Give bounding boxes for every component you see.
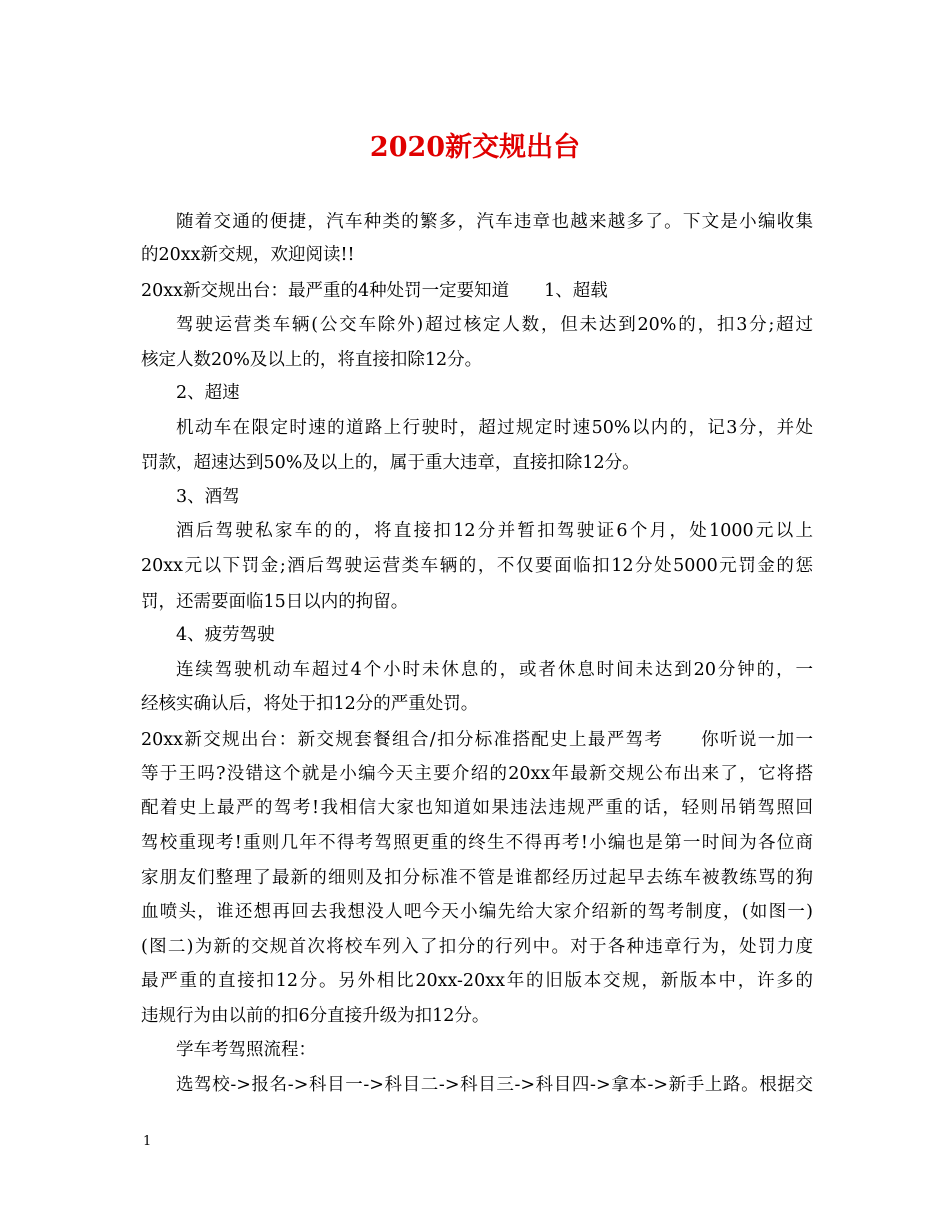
section-heading: 20xx新交规出台：新交规套餐组合/扣分标准搭配史上最严驾考 你听说一加一 bbox=[141, 730, 813, 750]
text-line: 违规行为由以前的扣6分直接升级为扣12分。 bbox=[141, 1006, 490, 1026]
text-line: 家朋友们整理了最新的细则及扣分标准不管是谁都经历过起早去练车被教练骂的狗 bbox=[141, 868, 813, 888]
document-title: 2020新交规出台 bbox=[369, 132, 581, 163]
text-line: 血喷头，谁还想再回去我想没人吧今天小编先给大家介绍新的驾考制度，(如图一) bbox=[141, 902, 813, 922]
text-line: 选驾校->报名->科目一->科目二->科目三->科目四->拿本->新手上路。根据交 bbox=[176, 1075, 813, 1095]
text-line: 随着交通的便捷，汽车种类的繁多，汽车违章也越来越多了。下文是小编收集 bbox=[176, 212, 813, 232]
text-line: 罚，还需要面临15日以内的拘留。 bbox=[141, 592, 409, 612]
text-line: 酒后驾驶私家车的的，将直接扣12分并暂扣驾驶证6个月，处1000元以上 bbox=[176, 521, 813, 541]
item-heading: 3、酒驾 bbox=[176, 487, 240, 507]
item-heading: 学车考驾照流程： bbox=[176, 1040, 316, 1060]
text-line: 连续驾驶机动车超过4个小时未休息的，或者休息时间未达到20分钟的，一 bbox=[176, 660, 813, 680]
item-heading: 2、超速 bbox=[176, 383, 240, 403]
text-line: 驾校重现考!重则几年不得考驾照更重的终生不得再考!小编也是第一时间为各位商 bbox=[141, 833, 813, 853]
section-heading: 20xx新交规出台：最严重的4种处罚一定要知道 1、超载 bbox=[141, 281, 608, 301]
text-line: 20xx元以下罚金;酒后驾驶运营类车辆的，不仅要面临扣12分处5000元罚金的惩 bbox=[141, 556, 813, 576]
item-heading: 4、疲劳驾驶 bbox=[176, 625, 275, 645]
page-number: 1 bbox=[143, 1134, 152, 1149]
text-line: 核定人数20%及以上的，将直接扣除12分。 bbox=[141, 350, 483, 370]
text-line: 机动车在限定时速的道路上行驶时，超过规定时速50%以内的，记3分，并处 bbox=[176, 418, 813, 438]
text-line: 配着史上最严的驾考!我相信大家也知道如果违法违规严重的话，轻则吊销驾照回 bbox=[141, 798, 813, 818]
text-line: 的20xx新交规，欢迎阅读!! bbox=[141, 245, 355, 265]
text-line: 驾驶运营类车辆(公交车除外)超过核定人数，但未达到20%的，扣3分;超过 bbox=[176, 315, 813, 335]
text-line: 经核实确认后，将处于扣12分的严重处罚。 bbox=[141, 694, 479, 714]
text-line: 最严重的直接扣12分。另外相比20xx-20xx年的旧版本交规，新版本中，许多的 bbox=[141, 971, 813, 991]
text-line: 等于王吗?没错这个就是小编今天主要介绍的20xx年最新交规公布出来了，它将搭 bbox=[141, 764, 813, 784]
text-line: (图二)为新的交规首次将校车列入了扣分的行列中。对于各种违章行为，处罚力度 bbox=[141, 937, 813, 957]
text-line: 罚款，超速达到50%及以上的，属于重大违章，直接扣除12分。 bbox=[141, 453, 640, 473]
